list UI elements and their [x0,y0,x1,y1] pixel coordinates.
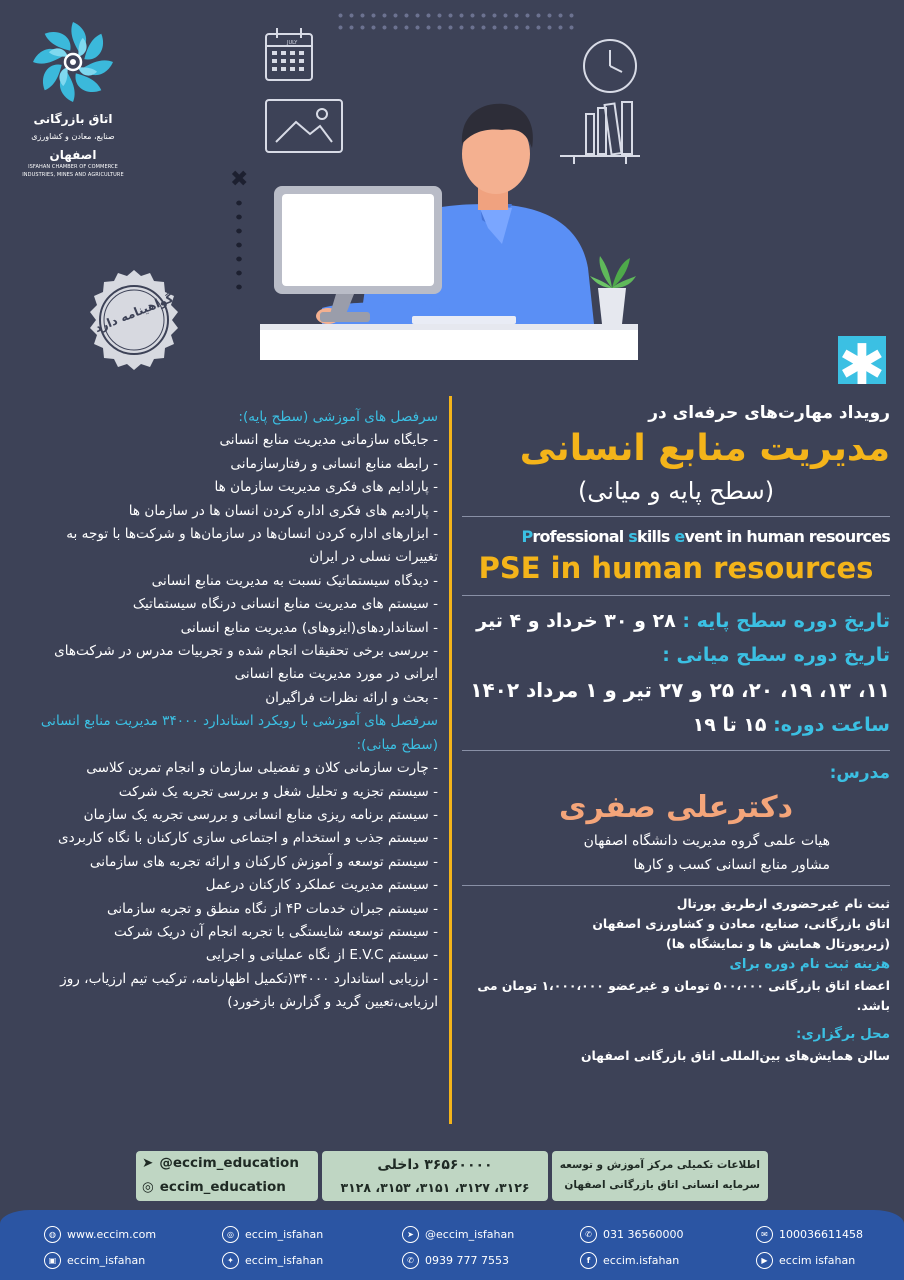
office-illustration [250,18,650,366]
mid-syllabus-header: سرفصل های آموزشی با رویکرد استاندارد ۳۴۰۰۰ مدیریت منابع انسانی (سطح میانی): [40,713,438,753]
chamber-logo [18,20,128,178]
list-item: - سیستم برنامه ریزی منابع انسانی و بررسی تجربه یک سازمان [83,806,438,823]
list-item: - سیستم تجزیه و تحلیل شغل و بررسی تجربه یک شرکت [118,783,438,800]
telegram-icon: ➤ [142,1155,154,1171]
info-contact-box [552,1151,768,1201]
sms-icon: ✉ [756,1226,773,1243]
en-letter: P [521,527,533,546]
list-item: - چارت سازمانی کلان و تفضیلی سازمان و انجام تمرین کلاسی [86,760,438,777]
calendar-month: JULY [287,40,298,46]
website-text: www.eccim.com [67,1228,157,1241]
whatsapp-text: 0939 777 7553 [425,1254,509,1267]
list-item: - ارزیابی استاندارد ۳۴۰۰۰(تکمیل اظهارنامه، ترکیب تیم ارزیاب، روز ارزیابی،تعیین گرید و گزارش بازخورد) [60,970,438,1011]
divider [462,750,890,751]
mid-date-label: تاریخ دوره سطح میانی : [662,644,890,666]
en-letter: e [674,527,685,546]
event-title: مدیریت منابع انسانی [519,428,890,469]
divider [462,595,890,596]
phone-extensions: ۳۱۲۶، ۳۱۲۷، ۳۱۵۱، ۳۱۵۳، ۳۱۲۸ [340,1180,530,1195]
list-item: - پارادیم های فکری اداره کردن انسان ها در سازمان ها [128,502,438,519]
footer-facebook[interactable] [580,1252,679,1269]
teacher-info-2: مشاور منابع انسانی کسب و کارها [633,857,830,873]
phone-contact-box [322,1151,548,1201]
registration-line-1: ثبت نام غیرحضوری ازطریق پورتال [676,896,890,911]
hours-value: ۱۵ تا ۱۹ [692,714,767,736]
fee-label: هزینه ثبت نام دوره برای [729,957,890,972]
telegram-icon: ➤ [402,1226,419,1243]
divider [462,885,890,886]
footer-telegram[interactable] [402,1226,514,1243]
list-item: - سیستم مدیریت عملکرد کارکنان درعمل [205,877,438,894]
instagram-row[interactable] [136,1175,318,1199]
telegram-text: @eccim_isfahan [425,1228,515,1241]
aparat-icon: ▶ [756,1252,773,1269]
list-item: - پارادایم های فکری مدیریت سازمان ها [214,479,438,496]
footer-instagram[interactable] [222,1226,323,1243]
divider [462,516,890,517]
whatsapp-icon: ✆ [402,1252,419,1269]
plant-icon [590,256,636,324]
list-item: - سیستم E.V.C از نگاه عملیاتی و اجرایی [205,947,438,964]
info-line-1: اطلاعات تکمیلی مرکز آموزش و توسعه [559,1159,760,1171]
registration-line-2: اتاق بازرگانی، صنایع، معادن و کشاورزی اصفهان [592,916,890,931]
mid-date [462,638,890,672]
globe-icon: ◍ [44,1226,61,1243]
dots-vertical-decoration [231,196,247,296]
logo-sub-fa: صنایع، معادن و کشاورزی [31,132,115,141]
list-item: - سیستم توسعه و آموزش کارکنان و ارائه تجربه های سازمانی [89,853,438,870]
phone-text: 031 36560000 [603,1228,684,1241]
list-item: - سیستم جذب و استخدام و اجتماعی سازی کارکنان با نگاه کاربردی [57,830,438,847]
picture-frame-icon [266,100,342,152]
teacher-info-1: هیات علمی گروه مدیریت دانشگاه اصفهان [583,833,830,849]
en-word: vent in human resources [684,527,890,546]
syllabus-column [20,406,438,1015]
logo-city-fa: اصفهان [49,148,97,162]
calendar-icon [266,28,312,80]
list-item: - بحث و ارائه نظرات فراگیران [265,689,438,706]
phone-icon: ✆ [580,1226,597,1243]
registration-line-3: (زیرپورتال همایش ها و نمایشگاه ها) [666,936,890,951]
logo-flower-icon [31,20,115,104]
desk [260,326,638,360]
bookshelf-icon [560,102,640,164]
teacher-name: دکترعلی صفری [558,790,794,825]
en-word: kills [637,527,675,546]
x-mark-decoration: ✖ [230,167,249,192]
footer-apparat[interactable] [44,1252,145,1269]
basic-syllabus-header: سرفصل های آموزشی (سطح پایه): [238,409,438,425]
footer-website[interactable] [44,1226,156,1243]
en-word: rofessional [532,527,629,546]
aparat-icon: ▣ [44,1252,61,1269]
basic-date [462,604,890,638]
footer-whatsapp[interactable] [402,1252,509,1269]
list-item: - ابزارهای اداره کردن انسان‌ها در سازمان‌ها و شرکت‌ها با توجه به تغییرات نسلی در ایران [66,526,438,566]
info-line-2: سرمایه انسانی اتاق بازرگانی اصفهان [564,1179,760,1191]
venue-text: سالن همایش‌های بین‌المللی اتاق بازرگانی اصفهان [580,1048,890,1063]
list-item: - استانداردهای(ایزوهای) مدیریت منابع انسانی [180,619,438,636]
instagram-handle: eccim_education [159,1179,286,1195]
logo-name-fa: اتاق بازرگانی [33,112,113,126]
instagram-text: eccim_isfahan [245,1228,324,1241]
footer-aparat-2[interactable] [756,1252,855,1269]
teacher-label: مدرس: [829,763,890,783]
facebook-text: eccim.isfahan [603,1254,680,1267]
basic-date-value: ۲۸ و ۳۰ خرداد و ۴ تیر [476,610,683,632]
social-contact-box [136,1151,318,1201]
sms-text: 100036611458 [779,1228,863,1241]
venue-label: محل برگزاری: [796,1027,890,1042]
list-item: - رابطه منابع انسانی و رفتارسازمانی [230,455,438,472]
asterisk-icon: ✱ [838,333,886,398]
event-info-column [462,400,890,1066]
logo-name-en-2: INDUSTRIES, MINES AND AGRICULTURE [22,172,124,178]
certificate-stamp [82,268,186,372]
footer-bar [0,1210,904,1280]
list-item: - سیستم توسعه شایستگی با تجربه انجام آن دریک شرکت [114,923,438,940]
list-item: - بررسی برخی تحقیقات انجام شده و تجربیات مدرس در شرکت‌های ایرانی در مورد مدیریت منابع انسانی [54,643,438,683]
apparat-text: eccim_isfahan [67,1254,146,1267]
mid-date-value: ۱۱، ۱۳، ۱۹، ۲۰، ۲۵ و ۲۷ تیر و ۱ مرداد ۱۴۰۲ [470,678,890,702]
en-letter: s [628,527,637,546]
basic-date-label: تاریخ دوره سطح پایه : [682,610,890,632]
twitter-text: eccim_isfahan [245,1254,324,1267]
facebook-icon: f [580,1252,597,1269]
hours-label: ساعت دوره: [766,714,890,736]
clock-icon [584,40,636,92]
instagram-icon: ◎ [222,1226,239,1243]
fee-text: اعضاء اتاق بازرگانی ۵۰۰،۰۰۰ تومان و غیرعضو ۱،۰۰۰،۰۰۰ تومان می باشد. [477,978,890,1013]
list-item: - دیدگاه سیستماتیک نسبت به مدیریت منابع انسانی [151,572,438,589]
twitter-icon: ✦ [222,1252,239,1269]
list-item: - سیستم جبران خدمات ۴P از نگاه منطق و تجربه سازمانی [106,900,438,917]
event-level: (سطح پایه و میانی) [577,477,775,505]
event-title-en [462,525,890,549]
phone-main: ۳۶۵۶۰۰۰۰ داخلی [377,1157,493,1173]
course-hours [462,708,890,742]
stamp-text: گواهینامه دارد [92,290,176,336]
event-acronym: PSE in human resources [478,551,874,585]
footer-phone[interactable] [580,1226,683,1243]
footer-sms[interactable] [756,1226,863,1243]
footer-twitter[interactable] [222,1252,323,1269]
aparat2-text: eccim isfahan [779,1254,856,1267]
list-item: - سیستم های مدیریت منابع انسانی درنگاه سیستماتیک [132,596,438,613]
logo-name-en-1: ISFAHAN CHAMBER OF COMMERCE [28,164,118,170]
telegram-row[interactable] [136,1151,318,1175]
event-pre-title: رویداد مهارت‌های حرفه‌ای در [648,403,890,423]
telegram-handle: @eccim_education [159,1155,299,1171]
list-item: - جایگاه سازمانی مدیریت منابع انسانی [219,432,438,449]
instagram-icon: ◎ [142,1179,154,1195]
vertical-divider [449,396,452,1124]
